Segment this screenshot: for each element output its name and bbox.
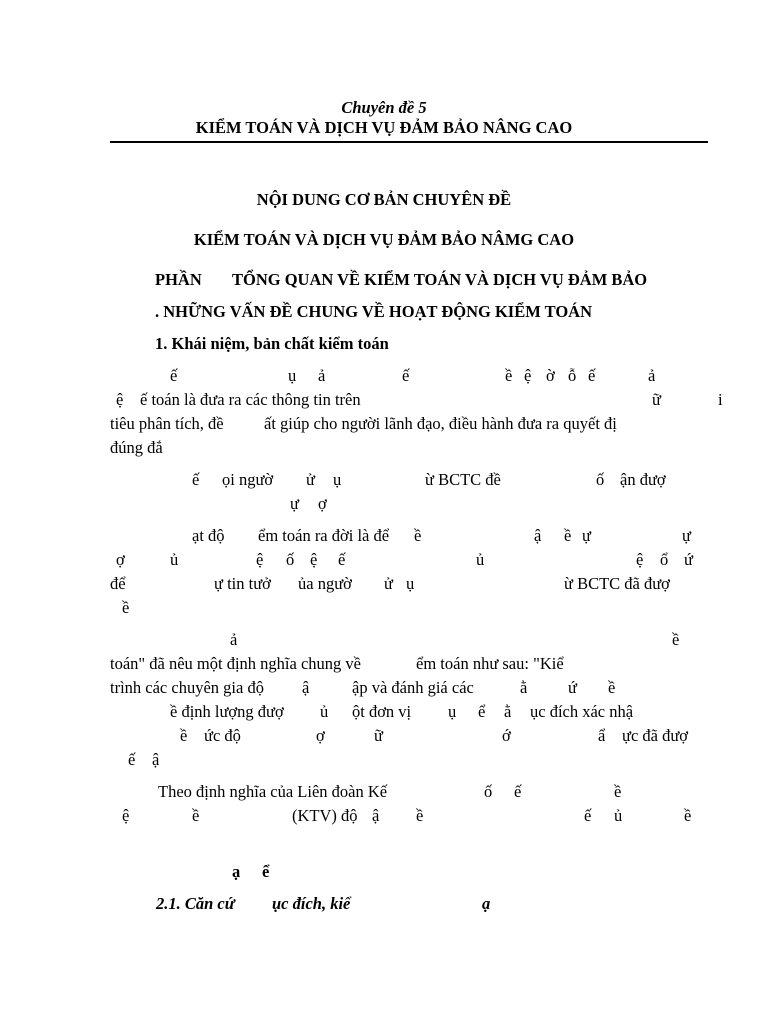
- chapter-title: . NHỮNG VẤN ĐỀ CHUNG VỀ HOẠT ĐỘNG KIỂM TOÁN: [155, 302, 592, 321]
- content-heading: NỘI DUNG CƠ BẢN CHUYÊN ĐỀ: [256, 190, 512, 209]
- header-divider: [110, 141, 708, 143]
- part-label: PHẦN: [155, 270, 202, 289]
- section-heading: 1. Khái niệm, bản chất kiểm toán: [155, 334, 389, 353]
- topic-title: KIỂM TOÁN VÀ DỊCH VỤ ĐẢM BẢO NÂNG CAO: [195, 118, 573, 137]
- topic-number: Chuyên đề 5: [341, 98, 427, 117]
- content-subheading: KIỂM TOÁN VÀ DỊCH VỤ ĐẢM BẢO NÂMG CAO: [193, 230, 575, 249]
- part-title: TỔNG QUAN VỀ KIỂM TOÁN VÀ DỊCH VỤ ĐẢM BẢO: [232, 270, 648, 289]
